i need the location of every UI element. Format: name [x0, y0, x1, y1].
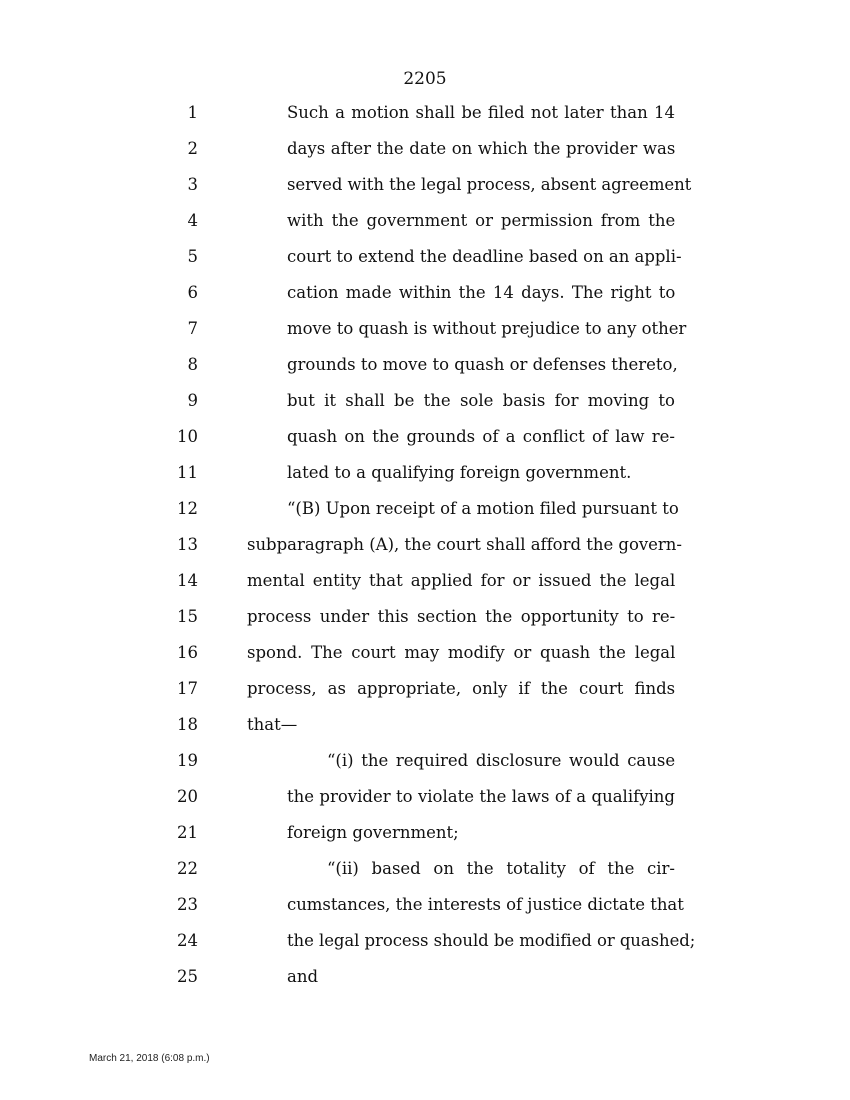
line-number: 22 — [177, 859, 198, 878]
line-text: “(ii) based on the totality of the cir- — [327, 859, 675, 878]
line-text: the legal process should be modified or quashed; — [287, 931, 696, 950]
text-line — [0, 137, 850, 161]
line-number: 16 — [177, 643, 198, 662]
line-number: 17 — [177, 679, 198, 698]
line-number: 18 — [177, 715, 198, 734]
line-number: 11 — [177, 463, 198, 482]
line-text: grounds to move to quash or defenses thereto, — [287, 355, 678, 374]
line-number: 2 — [187, 139, 198, 158]
line-number: 5 — [187, 247, 198, 266]
text-line — [0, 857, 850, 881]
line-number: 15 — [177, 607, 198, 626]
text-line — [0, 533, 850, 557]
page-number: 2205 — [403, 69, 447, 89]
line-text: “(B) Upon receipt of a motion filed pursuant to — [287, 499, 679, 518]
line-text: subparagraph (A), the court shall afford the govern- — [247, 535, 682, 554]
text-line — [0, 209, 850, 233]
text-line — [0, 821, 850, 845]
line-number: 14 — [177, 571, 198, 590]
line-number: 1 — [187, 103, 198, 122]
text-line — [0, 497, 850, 521]
line-number: 25 — [177, 967, 198, 986]
text-line — [0, 893, 850, 917]
line-text: the provider to violate the laws of a qualifying — [287, 787, 675, 806]
text-line — [0, 641, 850, 665]
text-line — [0, 101, 850, 125]
line-text: days after the date on which the provider was — [287, 139, 676, 158]
text-line — [0, 317, 850, 341]
text-line — [0, 785, 850, 809]
line-number: 9 — [187, 391, 198, 410]
text-line — [0, 281, 850, 305]
line-text: cation made within the 14 days. The right to — [287, 283, 676, 302]
text-line — [0, 569, 850, 593]
text-line — [0, 389, 850, 413]
line-number: 20 — [177, 787, 198, 806]
line-number: 10 — [177, 427, 198, 446]
text-line — [0, 605, 850, 629]
line-number: 7 — [187, 319, 198, 338]
line-number: 4 — [187, 211, 198, 230]
line-text: mental entity that applied for or issued the legal — [247, 571, 676, 590]
line-number: 21 — [177, 823, 198, 842]
line-text: process under this section the opportunity to re- — [247, 607, 676, 626]
text-line — [0, 677, 850, 701]
line-text: foreign government; — [287, 823, 459, 842]
line-number: 23 — [177, 895, 198, 914]
line-text: and — [287, 967, 319, 986]
text-line — [0, 713, 850, 737]
line-text: court to extend the deadline based on an appli- — [287, 247, 682, 266]
line-text: cumstances, the interests of justice dictate that — [287, 895, 684, 914]
line-text: “(i) the required disclosure would cause — [327, 751, 676, 770]
line-number: 12 — [177, 499, 198, 518]
text-line — [0, 245, 850, 269]
footer-timestamp: March 21, 2018 (6:08 p.m.) — [89, 1053, 210, 1064]
text-line — [0, 929, 850, 953]
text-line — [0, 749, 850, 773]
line-text: but it shall be the sole basis for moving to — [287, 391, 675, 410]
text-line — [0, 425, 850, 449]
line-text: with the government or permission from the — [287, 211, 676, 230]
text-line — [0, 461, 850, 485]
line-text: quash on the grounds of a conflict of law re- — [287, 427, 675, 446]
line-text: Such a motion shall be filed not later than 14 — [287, 103, 675, 122]
line-number: 13 — [177, 535, 198, 554]
line-text: served with the legal process, absent agreement — [287, 175, 692, 194]
line-number: 8 — [187, 355, 198, 374]
line-number: 24 — [177, 931, 198, 950]
text-line — [0, 353, 850, 377]
line-text: lated to a qualifying foreign government. — [287, 463, 632, 482]
line-number: 3 — [187, 175, 198, 194]
line-text: that— — [247, 715, 298, 734]
text-line — [0, 173, 850, 197]
line-number: 6 — [187, 283, 198, 302]
text-line — [0, 965, 850, 989]
line-text: move to quash is without prejudice to any other — [287, 319, 687, 338]
line-text: process, as appropriate, only if the court finds — [247, 679, 676, 698]
line-number: 19 — [177, 751, 198, 770]
line-text: spond. The court may modify or quash the legal — [247, 643, 676, 662]
